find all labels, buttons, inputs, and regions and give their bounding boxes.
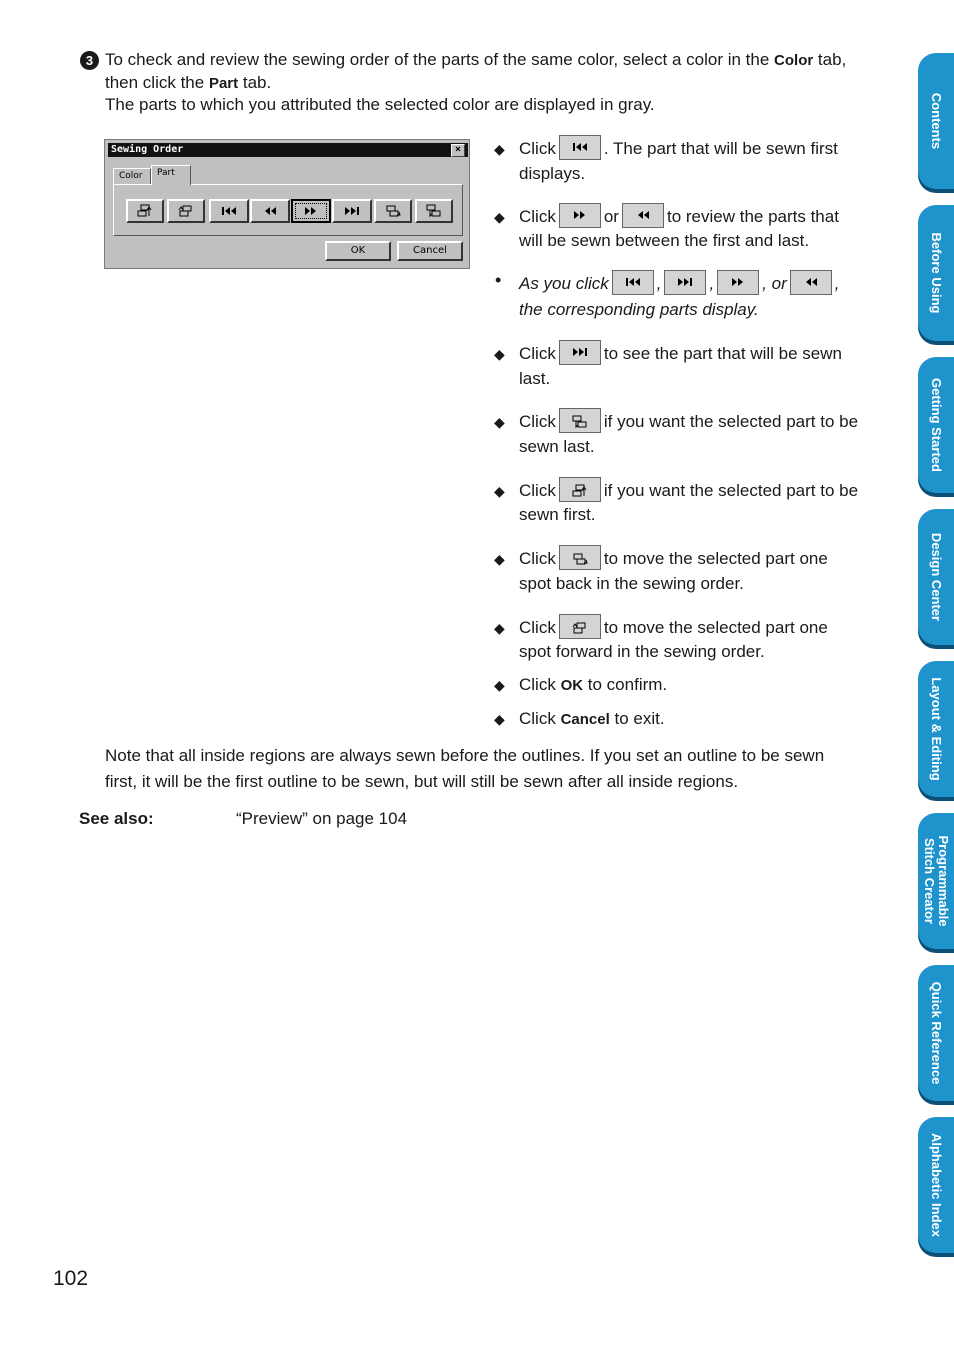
last-button-icon xyxy=(559,340,601,365)
list-item-line2: sewn first. xyxy=(519,505,596,524)
list-item: Click to see the part that will be sewn xyxy=(519,342,842,367)
list-item: Click or to review the parts that xyxy=(519,205,839,230)
page-number: 102 xyxy=(53,1267,89,1290)
previous-button-icon xyxy=(622,203,664,228)
note-line-2: first, it will be the first outline to be sewn, but will still be sewn after all inside regions. xyxy=(105,772,739,791)
list-item: Click if you want the selected part to be xyxy=(519,410,858,435)
list-item: Click . The part that will be sewn first xyxy=(519,137,838,162)
sewing-order-dialog xyxy=(104,139,470,269)
bullet-diamond-icon: ◆ xyxy=(494,209,505,225)
dialog-title: Sewing Order xyxy=(111,144,184,155)
side-tab-quick-reference[interactable]: Quick Reference xyxy=(918,965,954,1101)
sew-first-icon xyxy=(559,477,601,502)
move-back-icon xyxy=(559,545,601,570)
list-item: Click if you want the selected part to be xyxy=(519,479,858,504)
list-item: Click Cancel to exit. xyxy=(519,709,665,728)
bullet-diamond-icon: ◆ xyxy=(494,414,505,430)
previous-button-icon xyxy=(790,270,832,295)
side-tab-alphabetic-index[interactable]: Alphabetic Index xyxy=(918,1117,954,1253)
bullet-diamond-icon: ◆ xyxy=(494,141,505,157)
sew-last-button[interactable] xyxy=(415,199,453,223)
bullet-dot-icon: • xyxy=(495,270,502,290)
list-item-line2: spot forward in the sewing order. xyxy=(519,642,765,661)
list-item: Click to move the selected part one xyxy=(519,547,828,572)
first-part-button[interactable] xyxy=(209,199,249,223)
bullet-diamond-icon: ◆ xyxy=(494,551,505,567)
step-line-1: To check and review the sewing order of the parts of the same color, select a color in the Color tab, xyxy=(105,50,847,69)
skip-first-icon xyxy=(221,206,237,216)
list-item-line2: sewn last. xyxy=(519,437,595,456)
move-back-icon xyxy=(384,204,402,218)
next-button-icon xyxy=(559,203,601,228)
list-item-line2: the corresponding parts display. xyxy=(519,300,759,319)
side-tab-getting-started[interactable]: Getting Started xyxy=(918,357,954,493)
side-tab-layout-editing[interactable]: Layout & Editing xyxy=(918,661,954,797)
bullet-diamond-icon: ◆ xyxy=(494,346,505,362)
move-forward-button[interactable] xyxy=(167,199,205,223)
side-tab-design-center[interactable]: Design Center xyxy=(918,509,954,645)
first-button-icon xyxy=(559,135,601,160)
list-item-line2: will be sewn between the first and last. xyxy=(519,231,810,250)
side-tab-programmable-stitch-creator[interactable]: Programmable Stitch Creator xyxy=(918,813,954,949)
first-button-icon xyxy=(612,270,654,295)
previous-part-button[interactable] xyxy=(250,199,290,223)
tab-color[interactable]: Color xyxy=(113,168,151,184)
bullet-diamond-icon: ◆ xyxy=(494,677,505,693)
move-forward-icon xyxy=(177,204,195,218)
list-item-line2: spot back in the sewing order. xyxy=(519,574,744,593)
side-tab-contents[interactable]: Contents xyxy=(918,53,954,189)
see-also-label: See also: xyxy=(79,809,154,828)
dialog-title-bar xyxy=(108,143,468,157)
sew-first-icon xyxy=(136,204,154,218)
list-item: Click OK to confirm. xyxy=(519,675,668,694)
last-part-button[interactable] xyxy=(332,199,372,223)
bullet-diamond-icon: ◆ xyxy=(494,620,505,636)
side-tab-before-using[interactable]: Before Using xyxy=(918,205,954,341)
tab-part[interactable]: Part xyxy=(151,165,191,185)
see-also-link[interactable]: “Preview” on page 104 xyxy=(236,809,408,828)
list-item-line2: displays. xyxy=(519,164,586,183)
fast-forward-icon xyxy=(304,206,318,216)
rewind-icon xyxy=(263,206,277,216)
step-line-2: then click the Part tab. xyxy=(105,73,272,92)
sew-last-icon xyxy=(425,204,443,218)
ok-button[interactable]: OK xyxy=(325,241,391,261)
note-line-1: Note that all inside regions are always sewn before the outlines. If you set an outline to be sewn xyxy=(105,746,825,765)
step-line-3: The parts to which you attributed the selected color are displayed in gray. xyxy=(105,95,655,114)
last-button-icon xyxy=(664,270,706,295)
list-item: As you click , , , or , xyxy=(519,272,840,297)
close-icon[interactable]: × xyxy=(451,144,465,157)
next-part-button[interactable] xyxy=(291,199,331,223)
bullet-diamond-icon: ◆ xyxy=(494,711,505,727)
move-forward-icon xyxy=(559,614,601,639)
move-back-button[interactable] xyxy=(374,199,412,223)
step-number: 3 xyxy=(80,51,99,70)
next-button-icon xyxy=(717,270,759,295)
skip-last-icon xyxy=(344,206,360,216)
cancel-button[interactable]: Cancel xyxy=(397,241,463,261)
list-item: Click to move the selected part one xyxy=(519,616,828,641)
bullet-diamond-icon: ◆ xyxy=(494,483,505,499)
list-item-line2: last. xyxy=(519,369,551,388)
sew-first-button[interactable] xyxy=(126,199,164,223)
sew-last-icon xyxy=(559,408,601,433)
